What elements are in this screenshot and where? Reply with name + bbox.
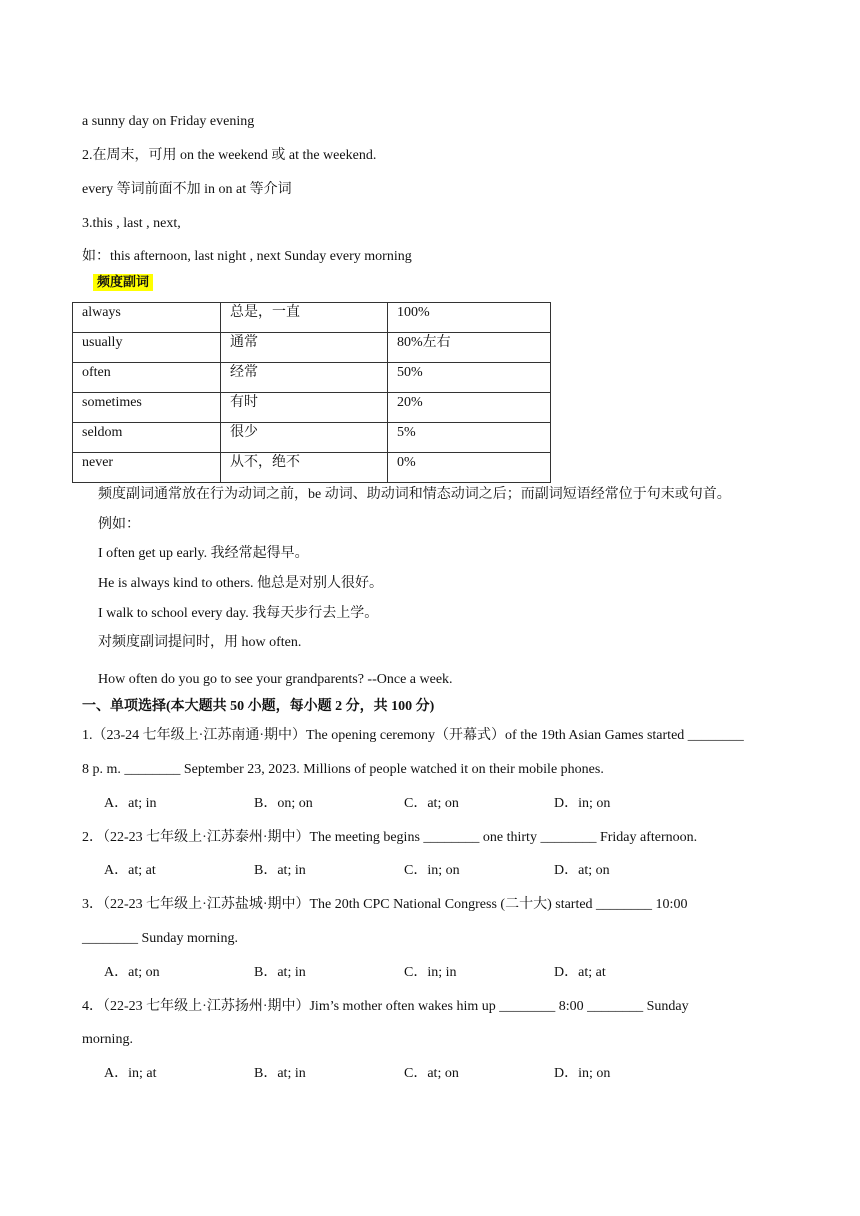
option-a: A．at; at [104, 863, 156, 878]
table-cell: usually [73, 333, 221, 363]
table-cell: 通常 [221, 333, 388, 363]
option-c: C．at; on [404, 796, 459, 811]
note-line: He is always kind to others. 他总是对别人很好。 [98, 576, 384, 591]
table-cell: 有时 [221, 393, 388, 423]
option-b: B．at; in [254, 863, 306, 878]
question-3-line-1: 3．（22-23 七年级上·江苏盐城·期中）The 20th CPC National Congress (二十大) started ________ 10:00 [82, 897, 688, 912]
question-4-line-1: 4．（22-23 七年级上·江苏扬州·期中）Jim’s mother often wakes him up ________ 8:00 ________ Sunday [82, 999, 689, 1014]
table-cell: often [73, 363, 221, 393]
table-cell: 经常 [221, 363, 388, 393]
table-row [73, 423, 551, 453]
table-cell: 20% [388, 393, 551, 423]
question-1-line-1: 1.（23-24 七年级上·江苏南通·期中）The opening ceremony（开幕式）of the 19th Asian Games started ________ [82, 728, 744, 743]
text-line: 如：this afternoon, last night , next Sunday every morning [82, 249, 412, 264]
text-line: 3.this , last , next, [82, 216, 181, 231]
table-cell: 0% [388, 453, 551, 483]
table-row [73, 393, 551, 423]
note-line: 对频度副词提问时，用 how often. [98, 635, 302, 650]
option-b: B．at; in [254, 965, 306, 980]
question-1-line-2: 8 p. m. ________ September 23, 2023. Millions of people watched it on their mobile phones. [82, 762, 604, 777]
table-row [73, 303, 551, 333]
option-d: D．in; on [554, 796, 611, 811]
option-a: A．at; in [104, 796, 157, 811]
note-line: I walk to school every day. 我每天步行去上学。 [98, 606, 379, 621]
text-line: every 等词前面不加 in on at 等介词 [82, 182, 292, 197]
highlighted-heading: 频度副词 [93, 274, 153, 291]
option-a: A．at; on [104, 965, 160, 980]
note-line: 例如： [98, 517, 140, 532]
option-b: B．on; on [254, 796, 313, 811]
option-c: C．at; on [404, 1066, 459, 1081]
option-d: D．at; at [554, 965, 606, 980]
table-cell: 很少 [221, 423, 388, 453]
table-cell: sometimes [73, 393, 221, 423]
table-row [73, 333, 551, 363]
option-d: D．at; on [554, 863, 610, 878]
question-1-options [104, 795, 704, 813]
table-cell: 从不，绝不 [221, 453, 388, 483]
question-4-options [104, 1065, 704, 1083]
table-cell: always [73, 303, 221, 333]
option-b: B．at; in [254, 1066, 306, 1081]
section-heading [93, 274, 153, 292]
table-row [73, 363, 551, 393]
table-cell: 100% [388, 303, 551, 333]
option-d: D．in; on [554, 1066, 611, 1081]
note-line: How often do you go to see your grandparents? --Once a week. [98, 672, 453, 687]
question-3-options [104, 964, 704, 982]
text-line: a sunny day on Friday evening [82, 114, 255, 129]
option-c: C．in; in [404, 965, 457, 980]
question-2-line-1: 2．（22-23 七年级上·江苏泰州·期中）The meeting begins ________ one thirty ________ Friday afternoon. [82, 830, 698, 845]
table-cell: 5% [388, 423, 551, 453]
question-2-options [104, 862, 704, 880]
table-row [73, 453, 551, 483]
section-title: 一、单项选择(本大题共 50 小题，每小题 2 分，共 100 分) [82, 699, 435, 714]
frequency-adverb-table [72, 302, 551, 483]
option-c: C．in; on [404, 863, 460, 878]
table-cell: never [73, 453, 221, 483]
table-cell: 总是，一直 [221, 303, 388, 333]
note-line: I often get up early. 我经常起得早。 [98, 546, 309, 561]
note-line: 频度副词通常放在行为动词之前，be 动词、助动词和情态动词之后；而副词短语经常位于句末或句首。 [98, 487, 731, 502]
table-cell: 50% [388, 363, 551, 393]
option-a: A．in; at [104, 1066, 157, 1081]
table-cell: seldom [73, 423, 221, 453]
text-line: 2.在周末，可用 on the weekend 或 at the weekend. [82, 148, 377, 163]
question-3-line-2: ________ Sunday morning. [82, 931, 238, 946]
table-cell: 80%左右 [388, 333, 551, 363]
question-4-line-2: morning. [82, 1032, 133, 1047]
